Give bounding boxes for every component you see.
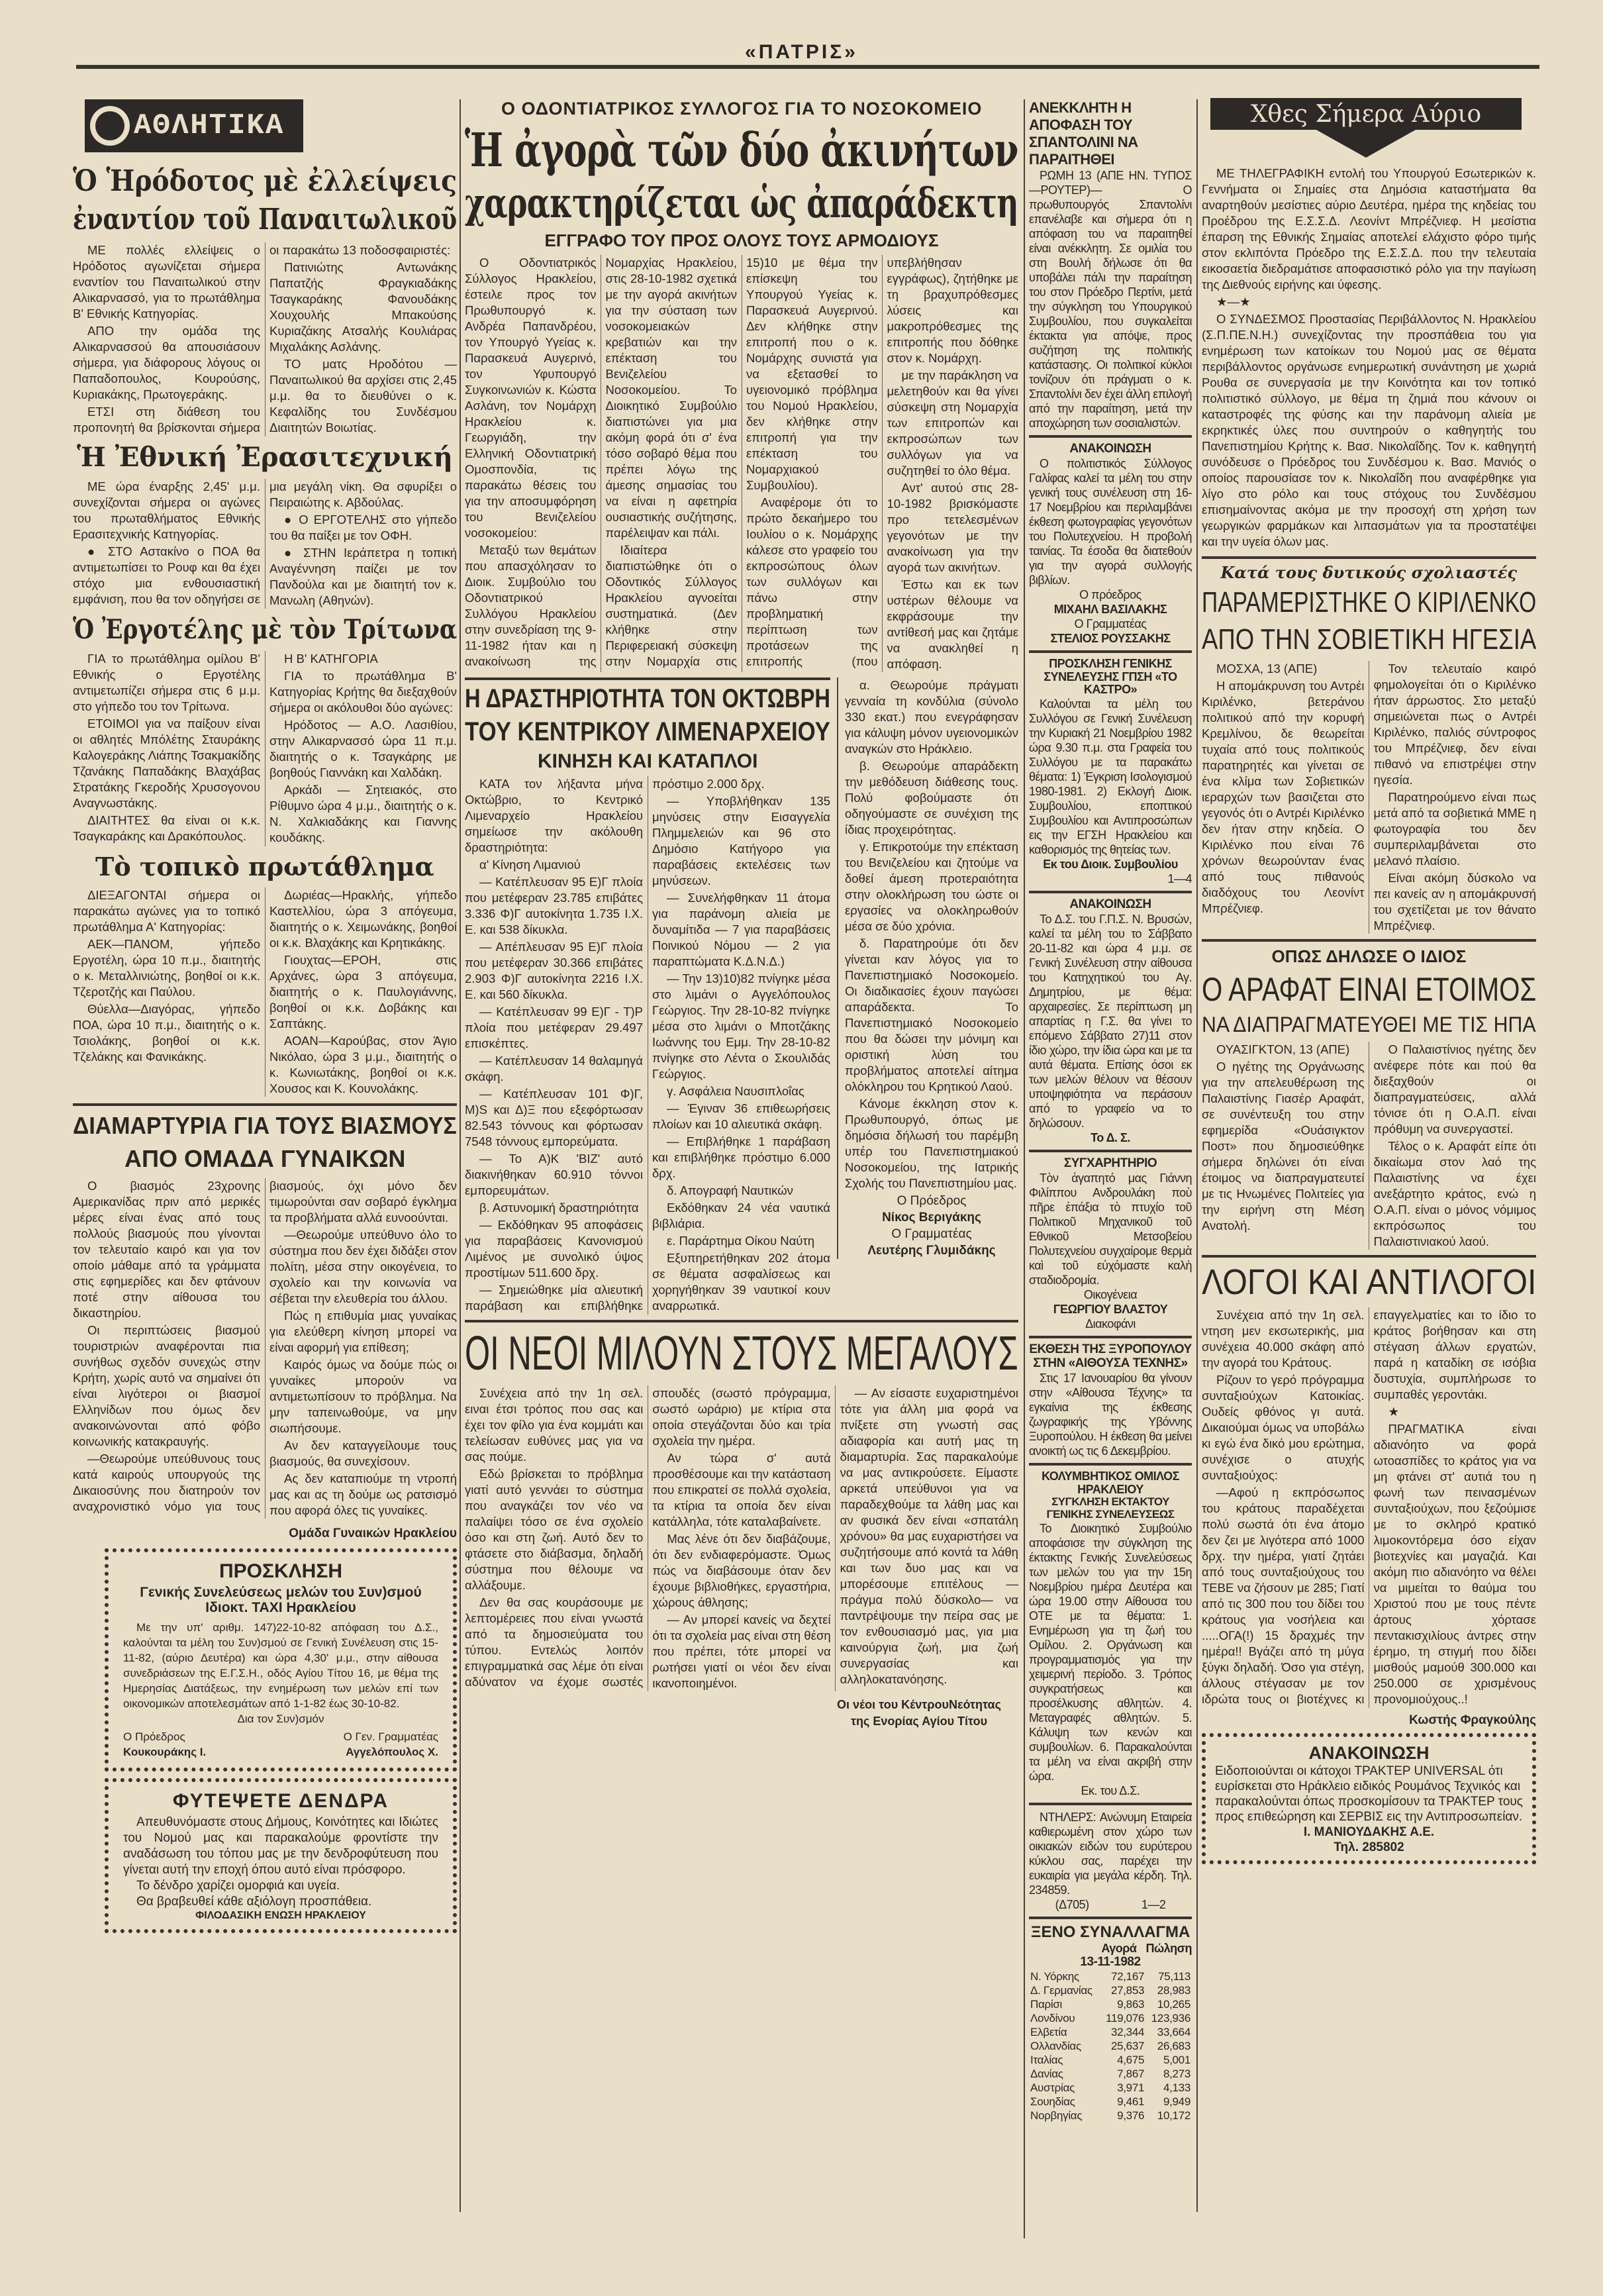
tractor-announcement-box (1202, 1733, 1536, 1864)
harbor-headline-3-wrap (465, 750, 830, 772)
announcement-title: ΑΝΑΚΟΙΝΩΣΗ (1069, 897, 1151, 912)
paragraph: Η Β' ΚΑΤΗΓΟΡΙΑ (284, 652, 378, 666)
insertion-count: 1—2 (1141, 1897, 1166, 1911)
paragraph: — Κατέπλευσαν 95 Ε)Γ πλοία που μετέφεραν 23.785 επιβάτες 3.336 Φ)Γ αυτοκίνητα 1.735 Ι.Χ. Ε. και 538 δίκυκλα. (465, 875, 643, 937)
daily-notes (1202, 166, 1536, 551)
president-label: Ο Πρόεδρος (897, 1194, 967, 1209)
kirilenko-headline-1-wrap (1202, 587, 1536, 619)
youth-headline-wrap (465, 1328, 1018, 1380)
sign-name: ΣΤΕΛΙΟΣ ΡΟΥΣΣΑΚΗΣ (1050, 631, 1171, 645)
paragraph: ★—★ (1216, 295, 1251, 309)
exchange-row (1029, 1997, 1192, 2011)
right-column (1202, 166, 1536, 1864)
newspaper-masthead: «ΠΑΤΡΙΣ» (745, 41, 858, 63)
paragraph: β. Αστυνομική δραστηριότητα (479, 1201, 639, 1215)
ad-code: (Δ705) (1055, 1897, 1089, 1911)
tractor-phone: Τηλ. 285802 (1334, 1840, 1404, 1854)
paragraph: ΓΙΑ το πρωτάθλημα ομίλου Β' Εθνικής ο Εργοτέλης αντιμετωπίζει σήμερα στις 6 μ.μ. στο γήπεδο του τον Τρίτωνα. (73, 652, 260, 713)
protest-headline-2: ΑΠΟ ΟΜΑΔΑ ΓΥΝΑΙΚΩΝ (124, 1144, 406, 1172)
exchange-name: Λονδίνου (1030, 2012, 1075, 2025)
paragraph: ● ΣΤΗΝ Ιεράπετρα η τοπική Αναγέννηση παίζει με τον Πανδούλα και με διαιτητή τον κ. Μανωλη (Αθηνών). (269, 546, 457, 607)
logoi-article (1202, 1307, 1536, 1708)
exchange-sell: 10,172 (1157, 2109, 1190, 2122)
section-rule (1202, 939, 1536, 942)
paragraph: Ιδιαίτερα διαπιστώθηκε ότι ο Οδοντικός Σύλλογος Ηρακλείου αγνοείται συστηματικά. (Δεν κλήθηκε στην Περιφερειακή σύσκεψη στην Νομαρχία στις 15)10 με θέμα την επίσκεψη του Υπουργού Υγείας κ. Παρασκευά Αυγερινού. Δεν κλήθηκε στην επιτροπή που ο κ. Νομάρχης συνιστά για να εξετασθεί το υγειονομικό πρόβλημα του Νομού Ηρακλείου, δεν κλήθηκε στην επιτροπή για την επέκταση του Νομαρχιακού Συμβουλίου). (605, 256, 878, 669)
kirilenko-headline-1: ΠΑΡΑΜΕΡΙΣΤΗΚΕ Ο ΚΙΡΙΛΕΝΚΟ (1202, 586, 1537, 619)
exchange-row (1029, 2011, 1192, 2025)
paragraph: ΑΟΑΝ—Καρούβας, στον Άγιο Νικόλαο, ώρα 3 μ.μ., διαιτητής ο κ. Κωνιωτάκης, βοηθοί οι κ.κ. Χουσος και Κ. Κουνολάκης. (269, 1033, 457, 1095)
sign-label: Ο Γραμματέας (1074, 617, 1147, 630)
paragraph: — Απέπλευσαν 95 Ε)Γ πλοία που μετέφεραν 30.366 επιβάτες 2.903 Φ)Γ αυτοκίνητα 2216 Ι.Χ. Ε. και 560 δίκυκλα. (465, 940, 643, 1002)
paragraph: Κάνομε έκκληση στον κ. Πρωθυπουργό, όπως με δημόσια δήλωσή του παρέμβη υπέρ του Πανεπιστημιακού Νοσοκομείου, της Ιατρικής Σχολής του Πανεπιστημίου μας. (845, 1097, 1018, 1191)
paragraph: ΕΤΟΙΜΟΙ για να παίξουν είναι οι αθλητές Μπόλέτης Σταυράκης Καλογεράκης Λιάπης Τσακμακίδης Τζανάκης Παπαδάκης Βλαχάβας Στρατάκης Γκεροδής Χρυσογονου Αναγνωστάκης. (73, 717, 260, 810)
secretary-name: Λευτέρης Γλυμιδάκης (867, 1244, 996, 1258)
paragraph: Πώς η επιθυμία μιας γυναίκας για ελεύθερη κίνηση μπορεί να είναι αφορμή για επίθεση; (269, 1309, 457, 1355)
congrats-body: Τὸν ἀγαπητό μας Γιάννη Φιλίππου Ανδρουλάκη ποὺ πῆρε ἐπάξια τὸ πτυχίο τοῦ Πολιτικοῦ Μηχανικοῦ τοῦ Εθνικοῦ Μετσοβείου Πολυτεχνείου συγχαίρομε θερμὰ καὶ τοῦ εὐχόμαστε καλὴ σταδιοδρομία. (1029, 1172, 1192, 1287)
invitation-title: ΠΡΟΣΚΛΗΣΗ (219, 1560, 343, 1583)
paragraph: δ. Απογραφή Ναυτικών (667, 1183, 793, 1198)
exchange-name: Σουηδίας (1030, 2095, 1075, 2109)
notices-column (1029, 99, 1192, 2122)
dental-article-continued (845, 677, 1018, 1193)
paragraph: ΑΠΟ την ομάδα της Αλικαρνασσού θα απουσιάσουν σήμερα, για διάφορους λόγους οι Παπαδοπουλος, Κουρούσης, Κυριακάκης, Πρωτογεράκης. (73, 324, 260, 401)
dental-kicker: Ο ΟΔΟΝΤΙΑΤΡΙΚΟΣ ΣΥΛΛΟΓΟΣ ΓΙΑ ΤΟ ΝΟΣΟΚΟΜΕΙΟ (501, 99, 983, 119)
announcement-sign: Το Δ. Σ. (1091, 1131, 1130, 1145)
youth-article (465, 1385, 1018, 1691)
kastro-body: Καλούνται τα μέλη του Συλλόγου σε Γενική Συνέλευση την Κυριακή 21 Νοεμβρίου 1982 ώρα 9.30 π.μ. στα Γραφεία του Συλλόγου με τα παρακάτω θέματα: 1) Έγκριση Ισολογισμού 1980-1981. 2) Εκλογή Διοικ. Συμβουλίου, εποπτικού Συμβουλίου και Αντιπροσώπων εις την ΕΓΣΗ Ηρακλείου και καθορισμός της θητείας των. (1029, 697, 1192, 857)
paragraph: Μας λένε ότι δεν διαβάζουμε, ότι δεν ενδιαφερόμαστε. Όμως πώς να διαβάσουμε όταν δεν έχουμε βιβλιοθήκες, εργαστήρια, χώρους άθλησης; (652, 1532, 831, 1610)
paragraph: Συνέχεια από την 1η σελ. ντηση μεν εκσωτερικής, μια συνέχεια 40.000 σκάφη από την αγορά του Κράτους. (1202, 1307, 1365, 1370)
ethniki-headline-wrap (73, 443, 457, 472)
exchange-name: Δανίας (1030, 2068, 1063, 2081)
sign-label: Ο πρόεδρος (1079, 587, 1142, 601)
youth-signature (820, 1697, 1018, 1730)
swimming-title: ΚΟΛΥΜΒΗΤΙΚΟΣ ΟΜΙΛΟΣ ΗΡΑΚΛΕΙΟΥ (1042, 1469, 1179, 1496)
ergotelis-article (73, 651, 457, 846)
signature-line: Οι νέοι του ΚέντρουΝεότητας (837, 1698, 1001, 1712)
exchange-sell: 75,113 (1158, 1970, 1190, 1983)
arafat-kicker: ΟΠΩΣ ΔΗΛΩΣΕ Ο ΙΔΙΟΣ (1271, 946, 1467, 967)
spadolini-body: ΡΩΜΗ 13 (ΑΠΕ ΗΝ. ΤΥΠΟΣ —ΡΟΥΤΕΡ)— Ο πρωθυπουργός Σπαντολίνι επανέλαβε και σήμερα ότι η απόφαση του να παραιτηθεί είναι ανέκκλητη. Σε ομιλία του στη Βουλή δήλωσε ότι θα υποβάλει πάλι την παραίτηση του στον Πρόεδρο Περτίνι, μετά την σύγκληση του Υπουργικού Συμβουλίου, που συγκαλείται έκτακτα για απόψε, προς συζήτηση της πολιτικής κατάστασης. Οι πολιτικοί κύκλοι τονίζουν ότι πράγματι ο κ. Σπαντολίνι δεν έχει άλλη επιλογή από την παραίτηση, μετά την αποχώρηση των σοσιαλιστών. (1029, 169, 1192, 430)
yesterday-today-tomorrow-banner: Χθες Σήμερα Αύριο (1250, 101, 1482, 128)
exchange-buy: 27,853 (1110, 1984, 1145, 1997)
section-rule (1202, 556, 1536, 559)
paragraph: ε. Παράρτημα Οίκου Ναύτη (667, 1234, 814, 1248)
paragraph: γ. Επικροτούμε την επέκταση του Βενιζελείου και ζητούμε να δοθεί άμεση προτεραιότητα στην ολοκλήρωση του ώστε οι εργασίες να ολοκληρωθούν μέσα σε δύο χρόνια. (845, 840, 1018, 934)
youth-headline: ΟΙ ΝΕΟΙ ΜΙΛΟΥΝ ΣΤΟΥΣ ΜΕΓΑΛΟΥΣ (465, 1327, 1018, 1381)
announcement-body: Το Δ.Σ. του Γ.Π.Σ. Ν. Βρυσών, καλεί τα μέλη του το Σάββατο 20-11-82 και ώρα 4 μ.μ. σε Γενική Συνέλευση στην αίθουσα του Κατηχητικού του Αγ. Δημητρίου, με θέμα: αρχαιρεσίες. Σε περίπτωση μη απαρτίας η Γ.Σ. θα γίνει το επόμενο Σάββατο 27)11 στον ίδιο χώρο, την ίδια ώρα και με τα αυτά θέματα. Επίσης όσοι εκ των μελών θέλουν να θέσουν υποψηφιότητα να περάσουν από το γραφείο να το δηλώσουν. (1029, 913, 1192, 1130)
exchange-row (1029, 2081, 1192, 2095)
trees-body: Απευθυνόμαστε στους Δήμους, Κοινότητες και Ιδιώτες του Νομού μας και παρακαλούμε φροντίστε την αναδάσωση του τόπου μας με την δενδροφύτευση που γίνεται αυτή την εποχή όπου αυτό είναι πρόσφορο. (123, 1815, 438, 1877)
harbor-block (465, 677, 830, 1315)
sign-name: ΜΙΧΑΗΛ ΒΑΣΙΛΑΚΗΣ (1053, 602, 1167, 616)
paragraph: Πατινιώτης Αντωνάκης Παπατζής Φραγκιαδάκης Τσαγκαράκης Φανουδάκης Χουχουλής Μπακούσης Κυριαζάκης Ατσαλής Κουλιάρας Μιχαλάκης Ασλάνης. (269, 260, 457, 354)
dental-subhead-wrap (465, 231, 1018, 250)
herodotos-article (73, 242, 457, 436)
exchange-sell: 28,983 (1157, 1984, 1190, 1997)
tractor-body: Ειδοποιούνται οι κάτοχοι ΤΡΑΚΤΕΡ UNIVERSAL ότι ευρίσκεται στο Ηράκλειο ειδικός Ρουμάνος Τεχνικός και παρακαλούνται όπως προσκομίσουν τα ΤΡΑΚΤΕΡ τους προς επιθεώρηση και ΣΕΡΒΙΣ εις την Αντιπροσωπείαν. (1215, 1764, 1523, 1824)
exchange-buy: 119,076 (1106, 2012, 1145, 2025)
exchange-name: Αυστρίας (1030, 2081, 1075, 2095)
trees-line: Θα βραβευθεί κάθε αξιόλογη προσπάθεια. (136, 1894, 372, 1909)
exchange-buy: 9,863 (1117, 1998, 1145, 2011)
paragraph: γ. Ασφάλεια Ναυσιπλοΐας (667, 1084, 804, 1099)
paragraph: ★ (1388, 1404, 1400, 1419)
paragraph: — Το Α)Κ 'ΒΙΖ' αυτό διακινήθηκαν 60.910 τόννοι εμπορευμάτων. (465, 1152, 643, 1198)
paragraph: Αναφέρομε ότι το πρώτο δεκαήμερο του Ιουλίου ο κ. Νομάρχης κάλεσε στο γραφείο του εκπροσώπους όλων των συλλόγων και πάνω στην προβληματική περίπτωση των προτάσεων της επιτροπής (που υπεβλήθησαν εγγράφως), ζητήθηκε με τη βραχυπρόθεσμες λύσεις και μακροπρόθεσμες της επιτροπής που δόθηκε στον κ. Νομάρχη. (746, 256, 1018, 669)
exchange-sell: 26,683 (1157, 2040, 1190, 2053)
exchange-sell: 10,265 (1157, 1998, 1190, 2011)
paragraph: ΜΕ ΤΗΛΕΓΡΑΦΙΚΗ εντολή του Υπουργού Εσωτερικών κ. Γεννήματα οι Σημαίες στα Δημόσια καταστήματα θα αναρτηθούν μεσίστιες αύριο Δευτέρα, ημέρα της κηδείας του Προέδρου της Ε.Σ.Σ.Δ. Λεονίντ Μπρέζνιεφ. Η μεσίστια έπαρση της Εθνικής Σημαίας αποτελεί ελάχιστο φόρο τιμής στον εκλιπόντα Πρόεδρο της Ε.Σ.Σ.Δ. που την τελευταία εικοσαετία διεδραμάτισε αποφασιστικό ρόλο για την παγίωση της Διεθνούς ειρήνης και ύφεσης. (1202, 166, 1536, 291)
section-rule (73, 1103, 457, 1106)
spadolini-headline: ΑΝΕΚΚΛΗΤΗ Η ΑΠΟΦΑΣΗ ΤΟΥ ΣΠΑΝΤΟΛΙΝΙ ΝΑ ΠΑΡΑΙΤΗΘΕΙ (1029, 99, 1138, 168)
left-column (73, 99, 457, 1933)
invitation-subtitle: Γενικής Συνελεύσεως μελών του Συν)σμού (140, 1585, 422, 1601)
paragraph: ΔΙΕΞΑΓΟΝΤΑΙ σήμερα οι παρακάτω αγώνες για το τοπικό πρωτάθλημα Α' Κατηγορίας: (73, 887, 260, 934)
protest-headline-1: ΔΙΑΜΑΡΤΥΡΙΑ ΓΙΑ ΤΟΥΣ ΒΙΑΣΜΟΥΣ (73, 1111, 457, 1139)
paragraph: Ας δεν καταπιούμε τη ντροπή μας και ας τη δούμε ως ρατσισμό που αφορά όλες τις γυναίκες. (269, 1472, 457, 1518)
congrats-title: ΣΥΓΧΑΡΗΤΗΡΙΟ (1063, 1156, 1157, 1171)
paragraph: Ο Παλαιστίνιος ηγέτης δεν ανέφερε πότε και πού θα διεξαχθούν οι διαπραγματεύσεις, αλλά τόνισε ότι η Ο.Α.Π. είναι πρόθυμη να συνεργαστεί. (1373, 1042, 1536, 1136)
kirilenko-kicker: Κατά τους δυτικούς σχολιαστές (1220, 563, 1518, 582)
secretary-label: Ο Γραμματέας (891, 1227, 972, 1242)
paragraph: ΜΟΣΧΑ, 13 (ΑΠΕ) (1216, 662, 1318, 676)
herodotos-headline-2: ἐναντίον τοῦ Παναιτωλικοῦ (73, 203, 458, 236)
signature-line: της Ενορίας Αγίου Τίτου (850, 1715, 988, 1728)
section-rule (1029, 435, 1192, 438)
dental-headline-1: Ἡ ἀγορὰ τῶν δύο ἀκινήτων (465, 122, 1018, 177)
tractor-title: ΑΝΑΚΟΙΝΩΣΗ (1308, 1742, 1430, 1763)
section-rule (1029, 1336, 1192, 1338)
announcement-body: Ο πολιτιστικός Σύλλογος Γαλίφας καλεί τα μέλη του στην γενική τους συνέλευση στη 16-17 Νοεμβρίου και περιλαμβάνει έκθεση φωτογραφίας γεγονότων του Πολυτεχνείου. Η προβολή ταινίας. Τα έσοδα θα διατεθούν για την αγορά συλλογής βιβλίων. (1029, 456, 1192, 587)
paragraph: ΚΑΤΑ τον λήξαντα μήνα Οκτώβριο, το Κεντρικό Λιμεναρχείο Ηρακλείου σημείωσε την ακόλουθη δραστηριότητα: (465, 777, 643, 855)
paragraph: — Την 13)10)82 πνίγηκε μέσα στο λιμάνι ο Αγγελόπουλος Γεώργιος. Την 28-10-82 πνίγηκε μέσα στο λιμάνι ο Μποτζάκης Ιωάννης του Εμμ. Την 28-10-82 πνίγηκε στο Λέντα ο Σκουλιδάς Γεώργιος. (652, 972, 830, 1081)
section-rule (1202, 1255, 1536, 1258)
exchange-buy: 4,675 (1117, 2054, 1145, 2067)
column-divider (460, 99, 461, 2212)
exchange-row (1029, 2039, 1192, 2053)
exchange-name: Ολλανδίας (1030, 2040, 1081, 2053)
arafat-headline-2: ΝΑ ΔΙΑΠΡΑΓΜΑΤΕΥΘΕΙ ΜΕ ΤΙΣ ΗΠΑ (1202, 1012, 1536, 1036)
paragraph: ΜΕ ώρα έναρξης 2,45' μ.μ. συνεχίζονται σήμερα οι αγώνες του πρωταθλήματος Εθνικής Ερασιτεχνικής Κατηγορίας. (73, 479, 260, 541)
protest-signature: Ομάδα Γυναικών Ηρακλείου (289, 1526, 457, 1541)
paragraph: Αρκάδι — Σητειακός, στο Ρίθυμνο ώρα 4 μ.μ., διαιτητής ο κ. Ν. Χαλκιαδάκης και Γιαννης κουδάκης. (269, 783, 457, 844)
paragraph: —Θεωρούμε υπεύθυνους τους κατά καιρούς υπουργούς της Δικαιοσύνης που διατηρούν τον αναχρονιστικό νόμο για τους βιασμούς, όχι μόνο δεν τιμωρούνται σαν σοβαρό έγκλημα τα προβλήματα αλλά ευνοούνται. (73, 1179, 457, 1514)
exchange-sell: 5,001 (1163, 2054, 1190, 2067)
section-rule (1029, 1917, 1192, 1919)
exchange-buy: 9,376 (1117, 2109, 1145, 2122)
herodotos-headline-1: Ὁ Ἡρόδοτος μὲ ἐλλείψεις (73, 164, 457, 198)
middle-column (465, 99, 1018, 1730)
local-league-headline: Τὸ τοπικὸ πρωτάθλημα (95, 852, 434, 881)
swimming-subtitle: ΣΥΓΚΛΗΣΗ ΕΚΤΑΚΤΟΥ ΓΕΝΙΚΗΣ ΣΥΝΕΛΕΥΣΕΩΣ (1046, 1495, 1175, 1521)
president-label: Ο Πρόεδρος (123, 1730, 185, 1743)
paragraph: ΤΟ ματς Ηροδότου — Παναιτωλικού θα αρχίσει στις 2,45 μ.μ. θα το διευθύνει ο κ. Κεφαλίδης του Συνδέσμου Διαιτητών Βοιωτίας. (269, 357, 457, 434)
paragraph: α' Κίνηση Λιμανιού (479, 858, 581, 872)
ntilers-body: ΝΤΗΛΕΡΣ: Ανώνυμη Εταιρεία καθιερωμένη στον χώρο των οικιακών ειδών του ευρύτερου κύκλου σας, παρέχει την ευκαιρία για μεγάλα κέρδη. Τηλ. 234859. (1029, 1810, 1192, 1897)
paragraph: ● Ο ΕΡΓΟΤΕΛΗΣ στο γήπεδο του θα παίξει με τον ΟΦΗ. (269, 513, 457, 542)
exchange-sell: 8,273 (1163, 2068, 1190, 2081)
paragraph: —Θεωρούμε υπεύθυνο όλο το σύστημα που δεν έχει διδάξει στον πολίτη, μέσα στην οικογένεια, το σχολείο και την κοινωνία να σέβεται την ελευθερία του άλλου. (269, 1228, 457, 1306)
trees-line: Το δένδρο χαρίζει ομορφιά και υγεία. (136, 1878, 340, 1893)
paragraph: με την παράκληση να μελετηθούν και θα γίνει σύσκεψη στη Νομαρχία των επιτροπών και εκπροσώπων των συλλόγων για να συζητηθεί το όλο θέμα. (887, 368, 1018, 478)
exchange-name: Νορβηγίας (1030, 2109, 1083, 2122)
exhibition-title: ΕΚΘΕΣΗ ΤΗΣ ΞΥΡΟΠΟΥΛΟΥ ΣΤΗΝ «ΑΙΘΟΥΣΑ ΤΕΧΝΗΣ» (1029, 1342, 1192, 1370)
logoi-headline-wrap (1202, 1263, 1536, 1302)
middle-split (465, 677, 1018, 1315)
paragraph: ΑΕΚ—ΠΑΝΟΜ, γήπεδο Εργοτέλη, ώρα 10 π.μ., διαιτητής ο κ. Μεταλλινιώτης, βοηθοί οι κ.κ. Τζεροτζής και Παύλου. (73, 936, 260, 999)
dental-article-top (465, 255, 1018, 672)
paragraph: Ηρόδοτος — Α.Ο. Λασιθίου, στην Αλικαρνασσό ώρα 11 π.μ. διαιτητής ο κ. Τσαγκάρης με βοηθούς Γιαννάκη και Χαλδάκη. (269, 718, 457, 779)
paragraph: Ο Οδοντιατρικός Σύλλογος Ηρακλείου, έστειλε προς τον Πρωθυπουργό κ. Ανδρέα Παπανδρέου, τον Υπουργό Υγείας κ. Παρασκευά Αυγερινό, τον Υφυπουργό Συγκοινωνιών κ. Κώστα Ασλάνη, τον Νομάρχη Ηρακλείου κ. Γεωργιάδη, την Ελληνική Οδοντιατρική Ομοσπονδία, τις παρακάτω θέσεις του για την αποσυμφόρηση του Βενιζελείου νοσοκομείου: (465, 256, 597, 540)
arafat-headline-1-wrap (1202, 972, 1536, 1008)
exchange-buy: 9,461 (1117, 2095, 1145, 2109)
paragraph: Συνέχεια από την 1η σελ. ειναι έτσι τρόπος που σας και έχει τον φίλο για ένα κομμάτι και τελείωσαν ευθύνες μας για να σας πούμε. (465, 1386, 644, 1464)
harbor-headline-1-wrap (465, 684, 830, 713)
paragraph: Δεν θα σας κουράσουμε με λεπτομέρειες που είναι γνωστά από τα δημοσιεύματα του τύπου. Εντελώς λοιπόν επιγραμματικά σας λέμε ότι είναι αδύνατον να έχομε σωστές σπουδές (σωστό πρόγραμμα, σωστό ωράριο) με κτίρια στα οποία στεγάζονται δύο και τρία σχολεία την ημέρα. (465, 1386, 831, 1689)
paragraph: Είναι ακόμη δύσκολο να πει κανείς αν η απομάκρυνσή του σχετίζεται με τον θάνατο Μπρέζνιεφ. (1373, 871, 1536, 933)
swimming-sign: Εκ. του Δ.Σ. (1081, 1783, 1140, 1797)
taxi-invitation-box (105, 1548, 457, 1771)
kirilenko-headline-2-wrap (1202, 624, 1536, 656)
paragraph: Εξυπηρετήθηκαν 202 άτομα σε θέματα ασφαλίσεως και χορηγήθηκαν 39 ναυτικοί κουν αναρρωτικά. (652, 1251, 830, 1313)
kastro-title: ΠΡΟΣΚΛΗΣΗ ΓΕΝΙΚΗΣ ΣΥΝΕΛΕΥΣΗΣ ΓΠΣΗ «ΤΟ ΚΑΣΤΡΟ» (1044, 656, 1177, 697)
dental-subhead: ΕΓΓΡΑΦΟ ΤΟΥ ΠΡΟΣ ΟΛΟΥΣ ΤΟΥΣ ΑΡΜΟΔΙΟΥΣ (544, 230, 939, 250)
paragraph: Η απομάκρυνση του Αντρέι Κιριλένκο, βετεράνου πολιτικού από την κορυφή Κρεμλίνου, δε θεωρείται τυχαία από τους πολιτικούς παρατηρητές και γίνεται σε ένα κλίμα των Σοβιετικών ιεραρχών των βασιζεται στο γεγονός ότι ο Αντρέι Κιριλένκο δεν ήταν στην κηδεία. Ο Κιριλένκο που είναι 76 χρόνων θεωρούνταν ένας από τους πιθανούς διαδόχους του Λεονίντ Μπρέζνιεφ. (1202, 679, 1365, 916)
herodotos-headline-1-wrap (73, 166, 457, 197)
paragraph: — Σημειώθηκε μία αλιευτική παράβαση και επιβλήθηκε πρόστιμο 2.000 δρχ. (465, 777, 765, 1313)
paragraph: ΟΥΑΣΙΓΚΤΟΝ, 13 (ΑΠΕ) (1216, 1042, 1350, 1056)
sign-place: Διακοφάνι (1085, 1317, 1136, 1331)
ergotelis-headline-wrap (73, 615, 457, 644)
paragraph: δ. Παρατηρούμε ότι δεν γίνεται καν λόγος για το Πανεπιστημιακό Νοσοκομείο. Οι διαδικασίες έχουν παγώσει απαράδεκτα. Το Πανεπιστημιακό Νοσοκομείο που θα δώσει την μόνιμη και οριστική λύση του προβλήματος αποτελεί αίτημα ολόκληρου του Κρητικού Λαού. (845, 936, 1018, 1094)
logoi-signature: Κωστής Φραγκούλης (1409, 1713, 1536, 1727)
exchange-row (1029, 2109, 1192, 2122)
president-name: Νίκος Βεριγάκης (882, 1211, 981, 1225)
football-icon (90, 106, 130, 146)
dental-kicker-wrap (465, 99, 1018, 119)
sign-label: Οικογένεια (1083, 1288, 1138, 1302)
paragraph: — Κατέπλευσαν 14 θαλαμηγά σκάφη. (465, 1054, 643, 1084)
paragraph: ΕΤΣΙ στη διάθεση του προπονητή θα βρίσκονται σήμερα οι παρακάτω 13 ποδοσφαιριστές: (73, 243, 451, 434)
paragraph: Καιρός όμως να δούμε πώς οι γυναίκες μπορούν να αντιμετωπίσουν το πρόβλημα. Να μην ταπεινωθούμε, να μην σιωπήσουμε. (269, 1358, 457, 1436)
paragraph: ΔΙΑΙΤΗΤΕΣ θα είναι οι κ.κ. Τσαγκαράκης και Δρακόπουλος. (73, 813, 260, 843)
dental-continued-block (837, 677, 1018, 1259)
exchange-row (1029, 2025, 1192, 2039)
column-divider (1024, 99, 1025, 2238)
trees-title: ΦΥΤΕΨΕΤΕ ΔΕΝΔΡΑ (172, 1789, 389, 1812)
exchange-name: Παρίσι (1030, 1998, 1063, 2011)
section-rule (465, 677, 830, 680)
paragraph: ΜΕ πολλές ελλείψεις ο Ηρόδοτος αγωνίζεται σήμερα εναντίον του Παναιτωλικού στην Αλικαρνασσό, για το πρωτάθλημα Β' Εθνικής Κατηγορίας. (73, 243, 260, 321)
section-rule (465, 1320, 1018, 1323)
exchange-row (1029, 1970, 1192, 1983)
local-league-headline-wrap (73, 853, 457, 881)
exchange-row (1029, 2095, 1192, 2109)
paragraph: Ρίζουν το γερό πρόγραμμα συνταξιούχων Κατοικίας. Ουδείς φθόνος γι αυτά. Δικαιούμαι όμως να υποβάλω κι εγώ ένα δικό μου ερώτημα, συνέχισε ο ατυχής συνταξιούχος: (1202, 1372, 1365, 1482)
paragraph: Εκδόθηκαν 24 νέα ναυτικά βιβλιάρια. (652, 1201, 830, 1231)
local-league-article (73, 887, 457, 1097)
dental-headline-2-wrap (465, 178, 1018, 227)
section-rule (1029, 1463, 1192, 1466)
exchange-name: Ν. Υόρκης (1030, 1970, 1079, 1983)
section-rule (1029, 891, 1192, 893)
paragraph: α. Θεωρούμε πράγματι γενναία τη κονδύλια (σύνολο 330 εκατ.) που ενεγράφησαν για κάλυψη μόνον υγειονομικών αναγκών στο Ηράκλειο. (845, 678, 1018, 756)
paragraph: Έστω και εκ των υστέρων θέλουμε να εκφράσουμε την αντίθεσή μας και ζητάμε να ανακληθεί η απόφαση. (887, 577, 1018, 672)
exchange-buy: 72,167 (1110, 1970, 1145, 1983)
paragraph: Τέλος ο κ. Αραφάτ είπε ότι δικαίωμα στον λαό της Παλαιστίνης να έχει ανεξάρτητο κράτος, ενώ η Ο.Α.Π. είναι ο μόνος νόμιμος εκπρόσωπος του Παλαιστινιακού λαού. (1373, 1138, 1536, 1248)
exchange-sell: 4,133 (1163, 2081, 1190, 2095)
exchange-buy: 32,344 (1110, 2026, 1145, 2039)
exchange-row (1029, 2053, 1192, 2067)
ethniki-article (73, 479, 457, 609)
masthead-rule (76, 65, 1539, 69)
section-rule (1029, 1150, 1192, 1152)
paragraph: — Έγιναν 36 επιθεωρήσεις πλοίων και 10 αλιευτικά σκάφη. (652, 1101, 830, 1132)
paragraph: — Υποβλήθηκαν 135 μηνύσεις στην Εισαγγελία Πλημμελειών και 96 στο Δημόσιο Κατήγορο για παραβάσεις εκτελέσεις των μηνύσεων. (652, 794, 830, 888)
tractor-company: Ι. ΜΑΝΙΟΥΔΑΚΗΣ Α.Ε. (1303, 1824, 1435, 1839)
herodotos-headline-2-wrap (73, 204, 457, 236)
column-header-buy: Αγορά (1101, 1942, 1137, 1956)
exchange-buy: 25,637 (1110, 2040, 1145, 2053)
trees-signature: ΦΙΛΟΔΑΣΙΚΗ ΕΝΩΣΗ ΗΡΑΚΛΕΙΟΥ (195, 1909, 366, 1921)
exchange-name: Δ. Γερμανίας (1030, 1984, 1093, 1997)
section-rule (1029, 650, 1192, 653)
paragraph: Αντ' αυτού στις 28-10-1982 βρισκόμαστε προ τετελεσμένων γεγονότων με την ανακοίνωση για την αγορά των ακινήτων. (887, 481, 1018, 575)
paragraph: — Επιβλήθηκε 1 παράβαση και επιβλήθηκε πρόστιμο 6.000 δρχ. (652, 1134, 830, 1181)
ethniki-headline: Ἡ Ἐθνική Ἐρασιτεχνική (77, 442, 453, 473)
paragraph: Θύελλα—Διαγόρας, γήπεδο ΠΟΑ, ώρα 10 π.μ., διαιτητής ο κ. Τσιολάκης, βοηθοί οι κ.κ. Τζελάκης και Φανικάκης. (73, 1001, 260, 1064)
sports-section-logo (85, 99, 303, 152)
dental-headline-2: χαρακτηρίζεται ὡς ἀπαράδεκτη (465, 178, 1018, 227)
harbor-headline-2: ΤΟΥ ΚΕΝΤΡΙΚΟΥ ΛΙΜΕΝΑΡΧΕΙΟΥ (465, 717, 830, 747)
exchange-name: Ιταλίας (1030, 2054, 1063, 2067)
paragraph: ● ΣΤΟ Αστακίνο ο ΠΟΑ θα αντιμετωπίσει το Ρουφ και θα έχει στόχο μια ενθουσιαστική εμφάνιση, που θα τον οδηγήσει σε μια μεγάλη νίκη. Θα σφυρίξει ο Πειραιώτης κ. Αβδούλας. (73, 479, 457, 606)
kirilenko-headline-2: ΑΠΟ ΤΗΝ ΣΟΒΙΕΤΙΚΗ ΗΓΕΣΙΑ (1202, 623, 1537, 656)
exchange-sell: 123,936 (1151, 2012, 1190, 2025)
plant-trees-box (105, 1778, 457, 1934)
arafat-article (1202, 1042, 1536, 1250)
harbor-headline-1: Η ΔΡΑΣΤΗΡΙΟΤΗΤΑ ΤΟΝ ΟΚΤΩΒΡΗ (465, 684, 830, 714)
protest-article (73, 1178, 457, 1519)
harbor-headline-3: ΚΙΝΗΣΗ ΚΑΙ ΚΑΤΑΠΛΟΙ (538, 750, 758, 773)
section-rule (1029, 1803, 1192, 1805)
invitation-for-union: Δια τον Συν)σμόν (237, 1712, 324, 1725)
exchange-title-wrap (1029, 1924, 1192, 1941)
paragraph: Γιουχτας—ΕΡΟΗ, στις Αρχάνες, ώρα 3 απόγευμα, διαιτητής ο κ. Παυλογιάννης, βοηθοί οι κ.κ. Δοβάκης και Σαπτάκης. (269, 952, 457, 1030)
president-name: Κουκουράκης Ι. (123, 1745, 207, 1758)
kirilenko-article (1202, 661, 1536, 934)
exchange-table (1029, 1970, 1192, 2122)
exchange-buy: 3,971 (1117, 2081, 1145, 2095)
dental-signatures (845, 1193, 1018, 1259)
exchange-buy: 7,867 (1117, 2068, 1145, 2081)
column-header-sell: Πώληση (1145, 1942, 1192, 1956)
swimming-body: Το Διοικητικό Συμβούλιο αποφάσισε την σύγκληση της έκτακτης Γενικής Συνελεύσεως των μελών του για την 15η Νοεμβρίου ημέρα Δευτέρα και ώρα 19.00 στην Αίθουσα του ΟΤΕ με τα θέματα: 1. Ενημέρωση για τη ζωή του Ομίλου. 2. Οργάνωση και προγραμματισμός για την χειμερινή περίοδο. 3. Τρόπος συγκρατήσεως και προσέλκυσης αθλητών. 4. Μεταγραφές αθλητών. 5. Κάλυψη των κενών και συμβουλίων. 6. Παρακαλούνται τα μέλη να είναι ακριβή στην ώρα. (1029, 1521, 1192, 1783)
paragraph: Οι περιπτώσεις βιασμού τουριστριών αναφέρονται πια συνήθως σχεδόν συνεχώς στην Κρήτη, χωρίς αυτό να σημαίνει ότι είναι λιγότεροι οι βιασμοί Ελληνίδων που όμως δεν ανακοινώνονται από φόβο κοινωνικής κατακραυγής. (73, 1323, 260, 1449)
exchange-name: Ελβετία (1030, 2026, 1067, 2039)
paragraph: — Αν μπορεί κανείς να δεχτεί ότι τα σχολεία μας είναι στη θέση που πρέπει, τότε μπορεί να ρωτήσει γιατί οι νέοι δεν είναι ικανοποιημένοι. (652, 1613, 831, 1691)
paragraph: — Αν είσαστε ευχαριστημένοι τότε για άλλη μια φορά να πνίξετε στη γνωστή σας αδιαφορία και αυτή μας τη διαμαρτυρία. Σας παρακαλούμε να μας αντικρούσετε. Είμαστε αρκετά υπεύθυνοι για να παραδεχθούμε τα λάθη μας και αν φυσικά δεν είναι «σπατάλη χρόνου» θα μας ευχαριστήσει να συζητήσουμε από κοντά τα λάθη και των δυο μας και να μπορέσουμε επιτέλους —πράγμα πολύ δύσκολο— να παντρέψουμε την πείρα σας με τον ενθουσιασμό μας, για μια καινούργια ζωή, μια ζωή συνεργασίας και αλληλοκατανόησης. (840, 1386, 1018, 1687)
arafat-headline-1: Ο ΑΡΑΦΑΤ ΕΙΝΑΙ ΕΤΟΙΜΟΣ (1202, 970, 1537, 1008)
sports-section-label: ΑΘΛΗΤΙΚΑ (134, 109, 285, 142)
paragraph: ΠΡΑΓΜΑΤΙΚΑ είναι αδιανόητο να φορά ωτοασπίδες το κράτος για να μη φτάνει στ' αυτιά του η φωνή των πεινασμένων συνταξιούχων, που ξεζούμισε με το σκληρό κρατικό λιμοκοντόρεμα όσο είχαν βιοτεχνίες και μαγαζιά. Και ακόμη πιο αδιανόητο να θέλει να μιμείται το θαύμα του Χριστού που με τους πέντε άρτους χόρτασε πεντακισχιλίους άντρες στην έρημο, τη στιγμή που δίδει μισθούς μαμούθ 300.000 και 250.000 σε χρισμένους προνομιούχους..! (1373, 1421, 1536, 1706)
paragraph: Μεταξύ των θεμάτων που απασχόλησαν το Διοικ. Συμβούλιο του Οδοντιατρικού Συλλόγου Ηρακλείου στην συνεδρίαση της 9-11-1982 ήταν και η ανακοίνωση της Νομαρχίας Ηρακλείου, στις 28-10-1982 σχετικά με την αγορά ακινήτων για την σύσταση των νοσοκομειακών κρεβατιών και την επέκταση του Βενιζελείου Νοσοκομείου. Το Διοικητικό Συμβούλιο διαπιστώνει για μια ακόμη φορά ότι σ' ένα τόσο σοβαρό θέμα που πρέπει λόγω της άμεσης σημασίας του να είναι η αφετηρία ουσιαστικής συζήτησης, παρέλειψαν και πάλι. (465, 256, 737, 669)
exchange-sell: 33,664 (1157, 2026, 1190, 2039)
exchange-row (1029, 2067, 1192, 2081)
exchange-title: ΞΕΝΟ ΣΥΝΑΛΛΑΓΜΑ (1031, 1922, 1190, 1941)
harbor-article (465, 776, 830, 1315)
exchange-date: 13-11-1982 (1080, 1955, 1141, 1970)
paragraph: — Κατέπλευσαν 101 Φ)Γ, Μ)S και Δ)Ξ που εξεφόρτωσαν 82.543 τόννους και φόρτωσαν 7548 τόννους εμπορεύματα. (465, 1087, 643, 1149)
paragraph: Ο ηγέτης της Οργάνωσης για την απελευθέρωση της Παλαιστίνης Γιασέρ Αραφάτ, σε συνέντευξη του στην εφημερίδα «Ουάσιγκτον Ποστ» που δημοσιεύθηκε σήμερα δηλώνει ότι είναι έτοιμος να διαπραγματευτεί με τις Ηνωμένες Πολιτείες για την ειρήνη στη Μέση Ανατολή. (1202, 1059, 1365, 1232)
paragraph: Δωριέας—Ηρακλής, γήπεδο Καστελλίου, ώρα 3 απόγευμα, διαιτητής ο κ. Χειμωνάκης, βοηθοί οι κ.κ. Βλαχάκης και Κρητικάκης. (269, 887, 457, 950)
invitation-subtitle: Ιδιοκτ. ΤΑΧΙ Ηρακλείου (205, 1600, 356, 1616)
paragraph: β. Θεωρούμε απαράδεκτη την μεθόδευση διάθεσης τους. Πολύ φοβούμαστε ότι οδηγούμαστε σε συνέχιση της ίδιας προχειρότητας. (845, 759, 1018, 837)
arafat-headline-2-wrap (1202, 1013, 1536, 1036)
protest-headline-1-wrap (73, 1113, 457, 1139)
kirilenko-kicker-wrap (1202, 564, 1536, 581)
paragraph: Εδώ βρίσκεται το πρόβλημα γιατί αυτό γεννάει το σύστημα που αναγκάζει τον νέο να παλαίψει τόσο σε ένα σχολείο όσο και στη ζωή. Αυτό δεν το φτάσετε στο διάβασμα, δηλαδή σύστημα που θέλουμε να αλλάξουμε. (465, 1467, 644, 1593)
paragraph: ΓΙΑ το πρωτάθλημα Β' Κατηγορίας Κρήτης θα διεξαχθούν σήμερα οι ακόλουθοι δύο αγώνες: (269, 669, 457, 715)
secretary-label: Ο Γεν. Γραμματέας (343, 1730, 438, 1743)
paragraph: Τον τελευταίο καιρό φημολογείται ότι ο Κιριλένκο ήταν άρρωστος. Στο μεταξύ σημειώνεται πως ο Αντρέι Κιριλένκο, παλιός σύντροφος του Μπρέζνιεφ, δεν είναι πιθανό να επιστρέψει στην ηγεσία. (1373, 662, 1536, 787)
secretary-name: Αγγελόπουλος Χ. (346, 1745, 438, 1758)
kastro-sign: Εκ του Διοικ. Συμβουλίου (1043, 858, 1178, 872)
invitation-body: Με την υπ' αριθμ. 147)22-10-82 απόφαση του Δ.Σ., καλούνται τα μέλη του Συν)σμού σε Γενική Συνέλευση στις 15-11-82, (αύριο Δευτέρα) και ώρα 4,30' μ.μ., στην αίθουσα συνεδριάσεων της Ε.Γ.Σ.Η., οδός Αγίου Τίτου 16, με θέμα της Ημερησίας Διατάξεως, την ενημέρωση των μελών επί των οικονομικών αποτελεσμάτων από 1-1-82 έως 30-10-82. (123, 1621, 438, 1710)
paragraph: — Εκδόθηκαν 95 αποφάσεις για παραβάσεις Κανονισμού Λιμένος με συνολικό ύψος προστίμων 511.600 δρχ. (465, 1218, 643, 1280)
paragraph: Αν τώρα σ' αυτά προσθέσουμε και την κατάσταση που επικρατεί σε πολλά σχολεία, τα κτίρια τα οποία δεν είναι κατάλληλα, τότε καταλαβαίνετε. (652, 1451, 831, 1529)
exhibition-body: Στις 17 Ιανουαρίου θα γίνουν στην «Αίθουσα Τέχνης» τα εγκαίνια της έκθεσης ζωγραφικής της Υβόννης Ξυροπούλου. Η έκθεση θα μείνει ανοικτή ως τις 6 Δεκεμβρίου. (1029, 1371, 1192, 1458)
sign-name: ΓΕΩΡΓΙΟΥ ΒΛΑΣΤΟΥ (1053, 1303, 1168, 1317)
paragraph: — Συνελήφθηκαν 11 άτομα για παράνομη αλιεία με δυναμίτιδα — 7 για παραβάσεις Ποινικού Νόμου — 2 για παραπτώματα Κ.Δ.Ν.Δ.) (652, 891, 830, 969)
paragraph: Ο βιασμός 23χρονης Αμερικανίδας πριν από μερικές μέρες είναι ένας από τους πολλούς βιασμούς που γίνονται τον τελευταίο καιρό και για τον οποίο μάθαμε από τα γράμματα στις εφημερίδες και δεν φτάνουν ποτέ στην αίθουσα του δικαστηρίου. (73, 1179, 260, 1321)
exchange-sell: 9,949 (1163, 2095, 1190, 2109)
protest-headline-2-wrap (73, 1146, 457, 1172)
dental-headline-1-wrap (465, 122, 1018, 177)
announcement-title: ΑΝΑΚΟΙΝΩΣΗ (1069, 442, 1151, 456)
ergotelis-headline: Ὁ Ἐργοτέλης μὲ τὸν Τρίτωνα (73, 614, 458, 645)
arafat-kicker-wrap (1202, 947, 1536, 966)
paragraph: Ο ΣΥΝΔΕΣΜΟΣ Προστασίας Περιβάλλοντος Ν. Ηρακλείου (Σ.Π.ΠΕ.Ν.Η.) συνεχίζοντας την προσπάθεια του για ενημέρωση των κατοίκων του Νομού μας σε θέματα περιβάλλοντος οργάνωσε ενημερωτική συνάντηση με χωριά Ρουθα σε συνεργασία με την Κοινότητα και τον τοπικό πολιτιστικό σύλλογο, με θέμα τη ζημιά που κάνουν οι καταστροφές της φύσης και την παράνομη αλιεία με εκρηκτικές ύλες που συντηρούν ο καθηγητής του Πανεπιστημίου Κρήτης κ. Βασ. Νικολαΐδης. Τον κ. καθηγητή συνόδευσε ο Πρόεδρος του Συνδέσμου κ. Βασ. Μανιός ο οποίος παρουσίασε τον κ. Νικολαΐδη που αναφέρθηκε για λίγο στο ρόλο και τους στόχους του Συνδέσμου επισημαίνοντας ακόμα με την προσοχή στη χρήση των γεωργικών φαρμάκων και λιπασμάτων για τα προστατέψει και την υγεία όλων μας. (1202, 312, 1536, 548)
logoi-headline: ΛΟΓΟΙ ΚΑΙ ΑΝΤΙΛΟΓΟΙ (1202, 1262, 1537, 1302)
paragraph: —Αφού η εκπρόσωπος του κράτους παραδέχεται πολύ σωστά ότι ένα άτομο δεν ζει με λιγότερα από 1000 δρχ. την ημέρα, γιατί ζητάει από τους συνταξιούχους του ΤΕΒΕ να ζήσουν με 285; Γιατί από τις 300 που του δίδει του κράτους για νοσήλεια και .....ΟΓΑ(!) 15 δραχμές την ημέρα!! Βγάζει από τη μύγα ξύγκι δηλαδή. Όσο για στέγη, άλλους στέγασαν με τον ιδρώτα τους οι βιοτέχνες κι επαγγελματίες και το ίδιο το κράτος βοήθησαν και στη στέγαση άλλων εργατών, παρά η καταδίκη σε ισόβια δυστυχία, συμπλήρωσε το συμπαθές γεροντάκι. (1202, 1307, 1536, 1706)
harbor-headline-2-wrap (465, 717, 830, 746)
column-divider (1196, 99, 1198, 2212)
insertion-count: 1—4 (1167, 872, 1192, 886)
exchange-row (1029, 1983, 1192, 1997)
paragraph: Αν δεν καταγγείλουμε τους βιασμούς, θα συνεχίσουν. (269, 1438, 457, 1469)
paragraph: Παρατηρούμενο είναι πως μετά από τα σοβιετικά ΜΜΕ η φωτογραφία του δεν συμπεριλαμβάνεται στο μελανό πλαίσιο. (1373, 790, 1536, 868)
exchange-rates (1029, 1917, 1192, 2122)
paragraph: — Κατέπλευσαν 99 Ε)Γ - Τ)Ρ πλοία που μετέφεραν 29.497 επισκέπτες. (465, 1005, 643, 1051)
